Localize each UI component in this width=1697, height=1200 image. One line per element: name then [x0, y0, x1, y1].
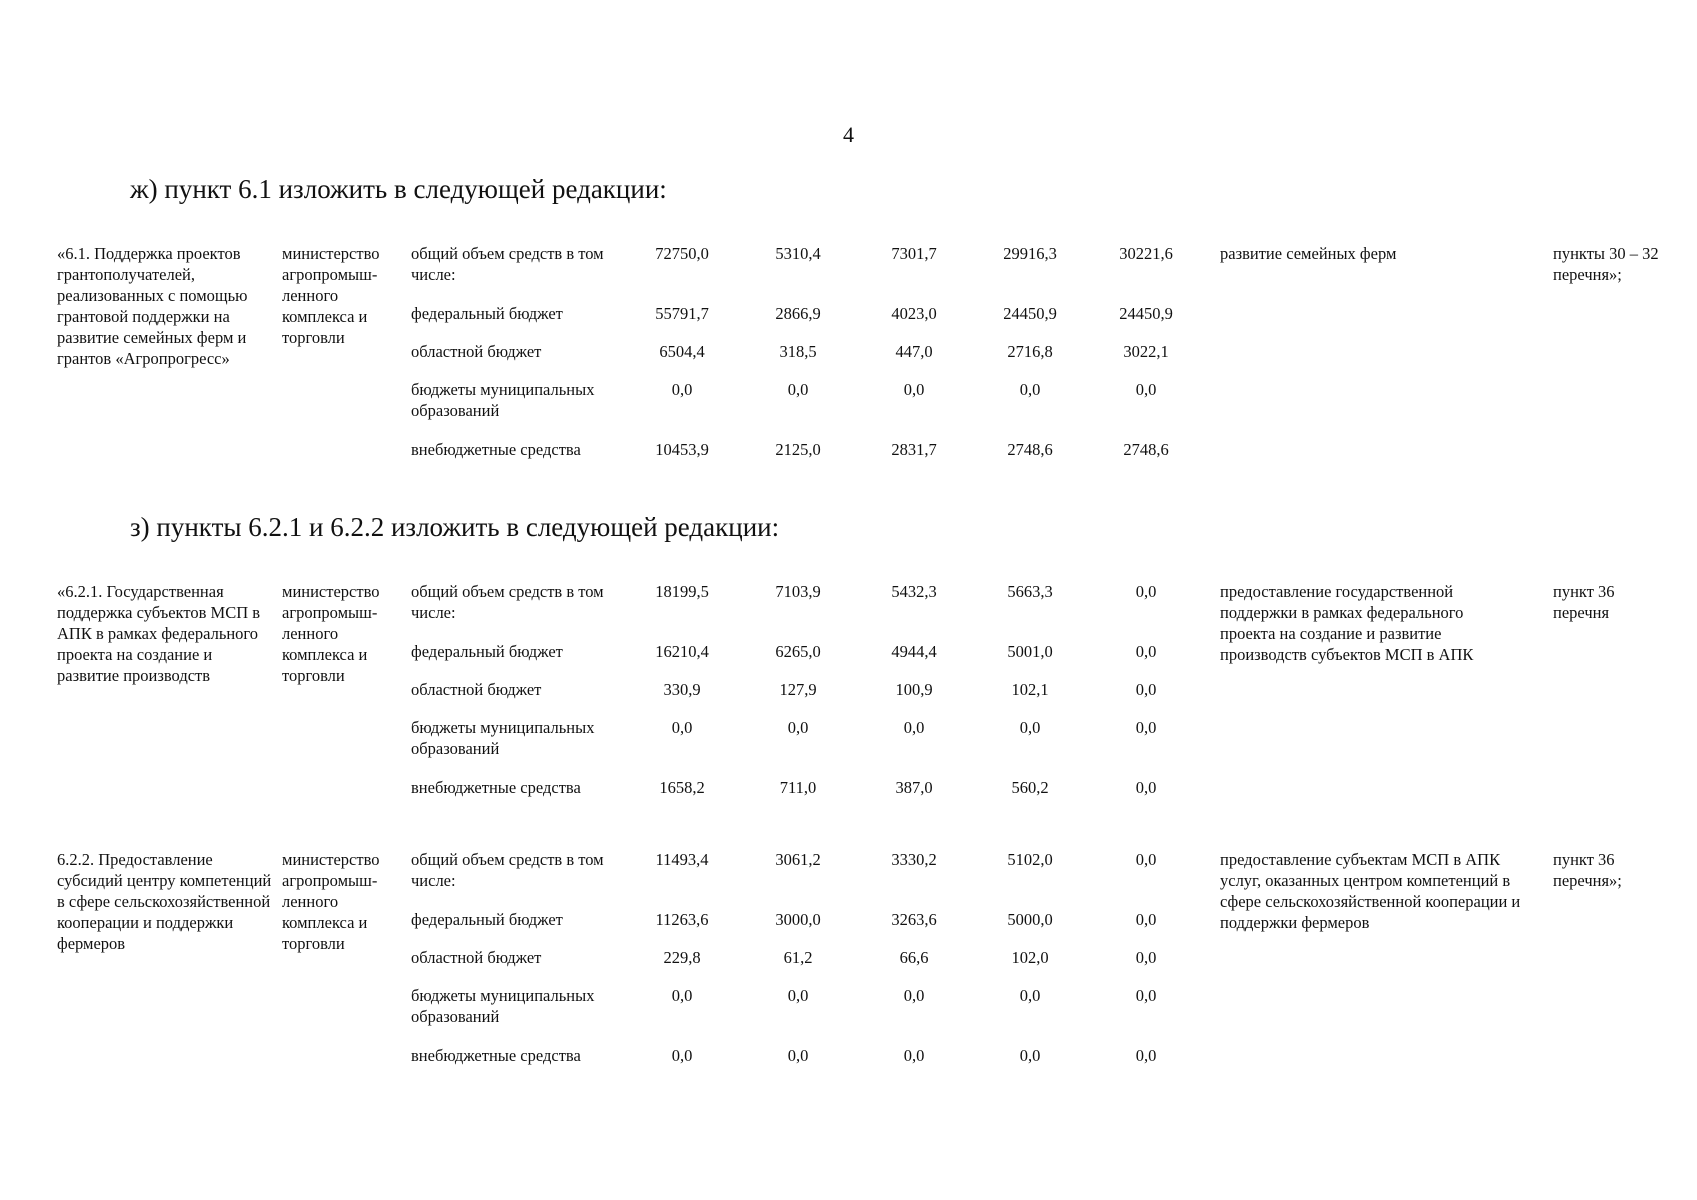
value-year4: 0,0 [1135, 582, 1157, 601]
value-total: 0,0 [671, 986, 693, 1005]
value-year3: 0,0 [1019, 1046, 1041, 1065]
value-year1: 7103,9 [775, 582, 821, 601]
funding-source: общий объем средств в том числе: [411, 850, 604, 890]
table-row [57, 1045, 1667, 1083]
value-total: 330,9 [663, 680, 701, 699]
value-year2: 100,9 [895, 680, 933, 699]
value-year4: 0,0 [1135, 1046, 1157, 1065]
value-year3: 0,0 [1019, 986, 1041, 1005]
value-year4: 0,0 [1135, 680, 1157, 699]
value-year1: 2125,0 [775, 440, 821, 459]
value-year4: 0,0 [1135, 986, 1157, 1005]
value-year4: 0,0 [1135, 778, 1157, 797]
measure-name: «6.2.1. Государственная поддержка субъектов МСП в АПК в рамках федерального проекта на создание и развитие производств [57, 582, 261, 685]
value-year1: 0,0 [787, 1046, 809, 1065]
value-year1: 5310,4 [775, 244, 821, 263]
section-heading-z: з) пункты 6.2.1 и 6.2.2 изложить в следующей редакции: [130, 512, 780, 542]
list-reference: пункты 30 – 32 перечня»; [1553, 244, 1659, 284]
funding-source: федеральный бюджет [411, 304, 563, 323]
list-reference: пункт 36 перечня»; [1553, 850, 1622, 890]
value-total: 0,0 [671, 1046, 693, 1065]
table-row [57, 679, 1667, 717]
value-year2: 3330,2 [891, 850, 937, 869]
value-total: 1658,2 [659, 778, 705, 797]
value-year1: 0,0 [787, 986, 809, 1005]
value-year4: 30221,6 [1119, 244, 1173, 263]
value-year4: 0,0 [1135, 380, 1157, 399]
value-year3: 102,0 [1011, 948, 1049, 967]
value-year3: 0,0 [1019, 718, 1041, 737]
value-year1: 2866,9 [775, 304, 821, 323]
value-total: 6504,4 [659, 342, 705, 361]
table-row [57, 849, 1667, 909]
funding-source: федеральный бюджет [411, 910, 563, 929]
measure-name: «6.1. Поддержка проектов грантополучателей, реализованных с помощью грантовой поддержки на развитие семейных ферм и грантов «Агропрогресс» [57, 244, 248, 368]
table-row [57, 243, 1667, 303]
funding-source: федеральный бюджет [411, 642, 563, 661]
value-year2: 7301,7 [891, 244, 937, 263]
value-year1: 6265,0 [775, 642, 821, 661]
table-row [57, 947, 1667, 985]
value-total: 72750,0 [655, 244, 709, 263]
value-year1: 127,9 [779, 680, 817, 699]
value-year2: 0,0 [903, 718, 925, 737]
value-year3: 5663,3 [1007, 582, 1053, 601]
measure-name: 6.2.2. Предоставление субсидий центру компетенций в сфере сельскохозяйственной кооперации и поддержки фермеров [57, 850, 272, 953]
value-year1: 61,2 [783, 948, 813, 967]
value-year2: 447,0 [895, 342, 933, 361]
value-year1: 318,5 [779, 342, 817, 361]
value-year3: 5102,0 [1007, 850, 1053, 869]
value-year3: 5001,0 [1007, 642, 1053, 661]
table-row [57, 379, 1667, 439]
funding-source: внебюджетные средства [411, 778, 581, 797]
value-year2: 3263,6 [891, 910, 937, 929]
value-year2: 4023,0 [891, 304, 937, 323]
expected-result: предоставление субъектам МСП в АПК услуг, оказанных центром компетенций в сфере сельскохозяйственной кооперации и поддержки фермеров [1220, 850, 1521, 932]
value-year1: 3061,2 [775, 850, 821, 869]
value-year3: 2748,6 [1007, 440, 1053, 459]
funding-source: областной бюджет [411, 680, 542, 699]
table-row [57, 777, 1667, 815]
value-year3: 102,1 [1011, 680, 1049, 699]
value-total: 18199,5 [655, 582, 709, 601]
value-year2: 0,0 [903, 1046, 925, 1065]
value-year1: 0,0 [787, 718, 809, 737]
value-total: 0,0 [671, 718, 693, 737]
value-year3: 24450,9 [1003, 304, 1057, 323]
page-number: 4 [843, 122, 854, 147]
value-year2: 387,0 [895, 778, 933, 797]
table-row [57, 581, 1667, 641]
value-total: 11263,6 [655, 910, 709, 929]
value-year2: 5432,3 [891, 582, 937, 601]
value-total: 10453,9 [655, 440, 709, 459]
value-year2: 0,0 [903, 380, 925, 399]
funding-source: областной бюджет [411, 948, 542, 967]
funding-source: внебюджетные средства [411, 440, 581, 459]
value-year2: 0,0 [903, 986, 925, 1005]
executor: министерство агропромыш- ленного комплекса и торговли [282, 850, 380, 953]
value-year3: 29916,3 [1003, 244, 1057, 263]
value-total: 11493,4 [655, 850, 709, 869]
table-row [57, 341, 1667, 379]
list-reference: пункт 36 перечня [1553, 582, 1615, 622]
funding-source: бюджеты муниципальных образований [411, 718, 595, 758]
value-total: 55791,7 [655, 304, 709, 323]
funding-source: бюджеты муниципальных образований [411, 380, 595, 420]
value-year3: 0,0 [1019, 380, 1041, 399]
executor: министерство агропромыш- ленного комплекса и торговли [282, 582, 380, 685]
expected-result: предоставление государственной поддержки в рамках федерального проекта на создание и развитие производств субъектов МСП в АПК [1220, 582, 1474, 664]
value-year3: 5000,0 [1007, 910, 1053, 929]
table-row [57, 985, 1667, 1045]
value-year2: 2831,7 [891, 440, 937, 459]
value-year4: 2748,6 [1123, 440, 1169, 459]
value-total: 0,0 [671, 380, 693, 399]
value-year4: 0,0 [1135, 948, 1157, 967]
value-year1: 711,0 [779, 778, 817, 797]
funding-source: внебюджетные средства [411, 1046, 581, 1065]
funding-source: общий объем средств в том числе: [411, 582, 604, 622]
executor: министерство агропромыш- ленного комплекса и торговли [282, 244, 380, 347]
expected-result: развитие семейных ферм [1220, 244, 1397, 263]
table-row [57, 909, 1667, 947]
section-heading-zh: ж) пункт 6.1 изложить в следующей редакции: [130, 174, 667, 204]
value-year2: 4944,4 [891, 642, 937, 661]
value-year3: 2716,8 [1007, 342, 1053, 361]
value-total: 16210,4 [655, 642, 709, 661]
table-row [57, 303, 1667, 341]
value-year4: 3022,1 [1123, 342, 1169, 361]
value-year3: 560,2 [1011, 778, 1049, 797]
value-year4: 0,0 [1135, 718, 1157, 737]
table-row [57, 717, 1667, 777]
value-year4: 0,0 [1135, 642, 1157, 661]
table-row [57, 641, 1667, 679]
value-year1: 0,0 [787, 380, 809, 399]
value-year4: 24450,9 [1119, 304, 1173, 323]
value-year1: 3000,0 [775, 910, 821, 929]
value-year2: 66,6 [899, 948, 929, 967]
table-row [57, 439, 1667, 477]
funding-source: бюджеты муниципальных образований [411, 986, 595, 1026]
funding-source: областной бюджет [411, 342, 542, 361]
value-total: 229,8 [663, 948, 701, 967]
value-year4: 0,0 [1135, 910, 1157, 929]
funding-source: общий объем средств в том числе: [411, 244, 604, 284]
value-year4: 0,0 [1135, 850, 1157, 869]
